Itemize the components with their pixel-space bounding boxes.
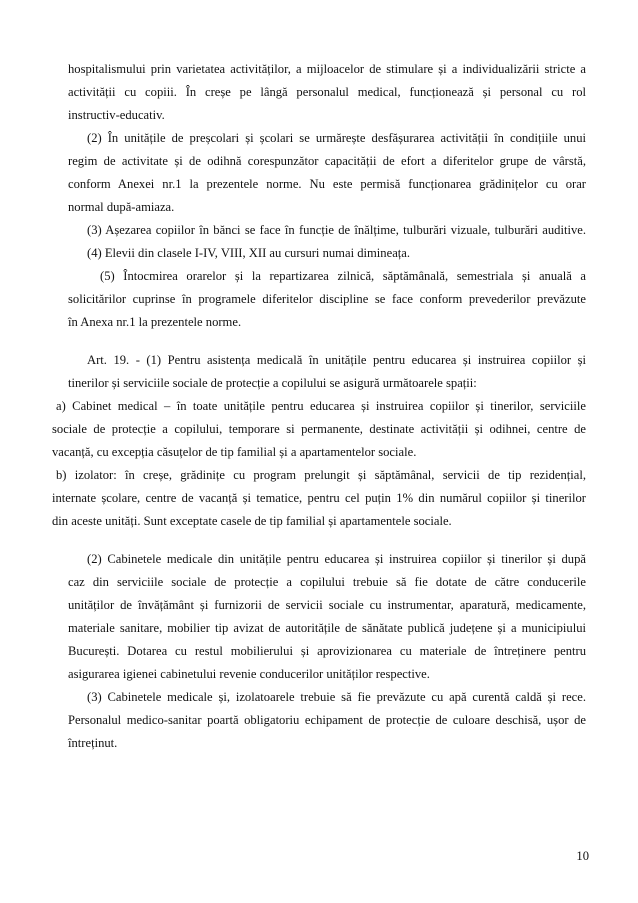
text-line: unităților de învățământ și furnizorii de servicii sociale cu instrumentar, aparatură, medicamente, bbox=[68, 598, 586, 612]
text-line: întreținut. bbox=[68, 736, 118, 750]
page-number: 10 bbox=[576, 849, 589, 863]
text-line: (3) Așezarea copiilor în bănci se face în funcție de înălțime, tulburări vizuale, tulburări auditive. bbox=[87, 223, 586, 237]
text-line: tinerilor și serviciile sociale de protecție a copilului se asigură următoarele spații: bbox=[68, 376, 477, 390]
list-item-line: b) izolator: în creșe, grădinițe cu program prelungit și săptămânal, servicii de tip rezidențial, bbox=[56, 468, 586, 482]
text-line: internate școlare, centre de vacanță și tematice, pentru cel puțin 1% din numărul copiilor și tinerilor bbox=[52, 491, 586, 505]
text-line: (5) Întocmirea orarelor și la repartizarea zilnică, săptămânală, semestriala și anuală a bbox=[100, 269, 586, 283]
text-line: sociale de protecție a copilului, temporare si permanente, destinate activității și odihnei, centre de bbox=[52, 422, 586, 436]
text-line: București. Dotarea cu restul mobilierului și aprovizionarea cu materiale de întreținere pentru bbox=[68, 644, 586, 658]
text-line: în Anexa nr.1 la prezentele norme. bbox=[68, 315, 242, 329]
text-line: solicitărilor cuprinse în programele diferitelor discipline se face conform prevederilor prevăzute bbox=[68, 292, 586, 306]
article-heading-line: Art. 19. - (1) Pentru asistența medicală în unitățile pentru educarea și instruirea copiilor și bbox=[87, 353, 586, 367]
text-line: asigurarea igienei cabinetului revenie conducerilor unităților respective. bbox=[68, 667, 430, 681]
text-line: (4) Elevii din clasele I-IV, VIII, XII au cursuri numai dimineața. bbox=[87, 246, 411, 260]
text-line: instructiv-educativ. bbox=[68, 108, 165, 122]
text-line: din aceste unități. Sunt exceptate casele de tip familial și apartamentele sociale. bbox=[52, 514, 452, 528]
text-line: Personalul medico-sanitar poartă obligatoriu echipament de protecție de culoare deschisă, ușor de bbox=[68, 713, 586, 727]
text-line: caz din serviciile sociale de protecție a copilului trebuie să fie dotate de către conducerile bbox=[68, 575, 586, 589]
text-line: conform Anexei nr.1 la prezentele norme. Nu este permisă funcționarea grădinițelor cu orar bbox=[68, 177, 586, 191]
text-line: (2) Cabinetele medicale din unitățile pentru educarea și instruirea copiilor și tinerilor și după bbox=[87, 552, 586, 566]
text-line: activității cu copiii. În creșe pe lângă personalul medical, funcționează și personal cu rol bbox=[68, 85, 586, 99]
text-line: hospitalismului prin varietatea activităților, a mijloacelor de stimulare și a individualizării stricte a bbox=[68, 62, 586, 76]
text-line: (2) În unitățile de preșcolari și școlari se urmărește desfășurarea activității în condițiile unui bbox=[87, 131, 586, 145]
text-line: (3) Cabinetele medicale și, izolatoarele trebuie să fie prevăzute cu apă curentă caldă și rece. bbox=[87, 690, 586, 704]
text-line: regim de activitate și de odihnă corespunzător capacității de efort a diferitelor grupe de vârstă, bbox=[68, 154, 586, 168]
text-line: normal după-amiaza. bbox=[68, 200, 175, 214]
text-line: vacanță, cu excepția căsuțelor de tip familial și a apartamentelor sociale. bbox=[52, 445, 417, 459]
text-line: materiale sanitare, mobilier tip avizat de autoritățile de sănătate publică județene și a municipiului bbox=[68, 621, 586, 635]
list-item-line: a) Cabinet medical – în toate unitățile pentru educarea și instruirea copiilor și tinerilor, serviciile bbox=[56, 399, 586, 413]
